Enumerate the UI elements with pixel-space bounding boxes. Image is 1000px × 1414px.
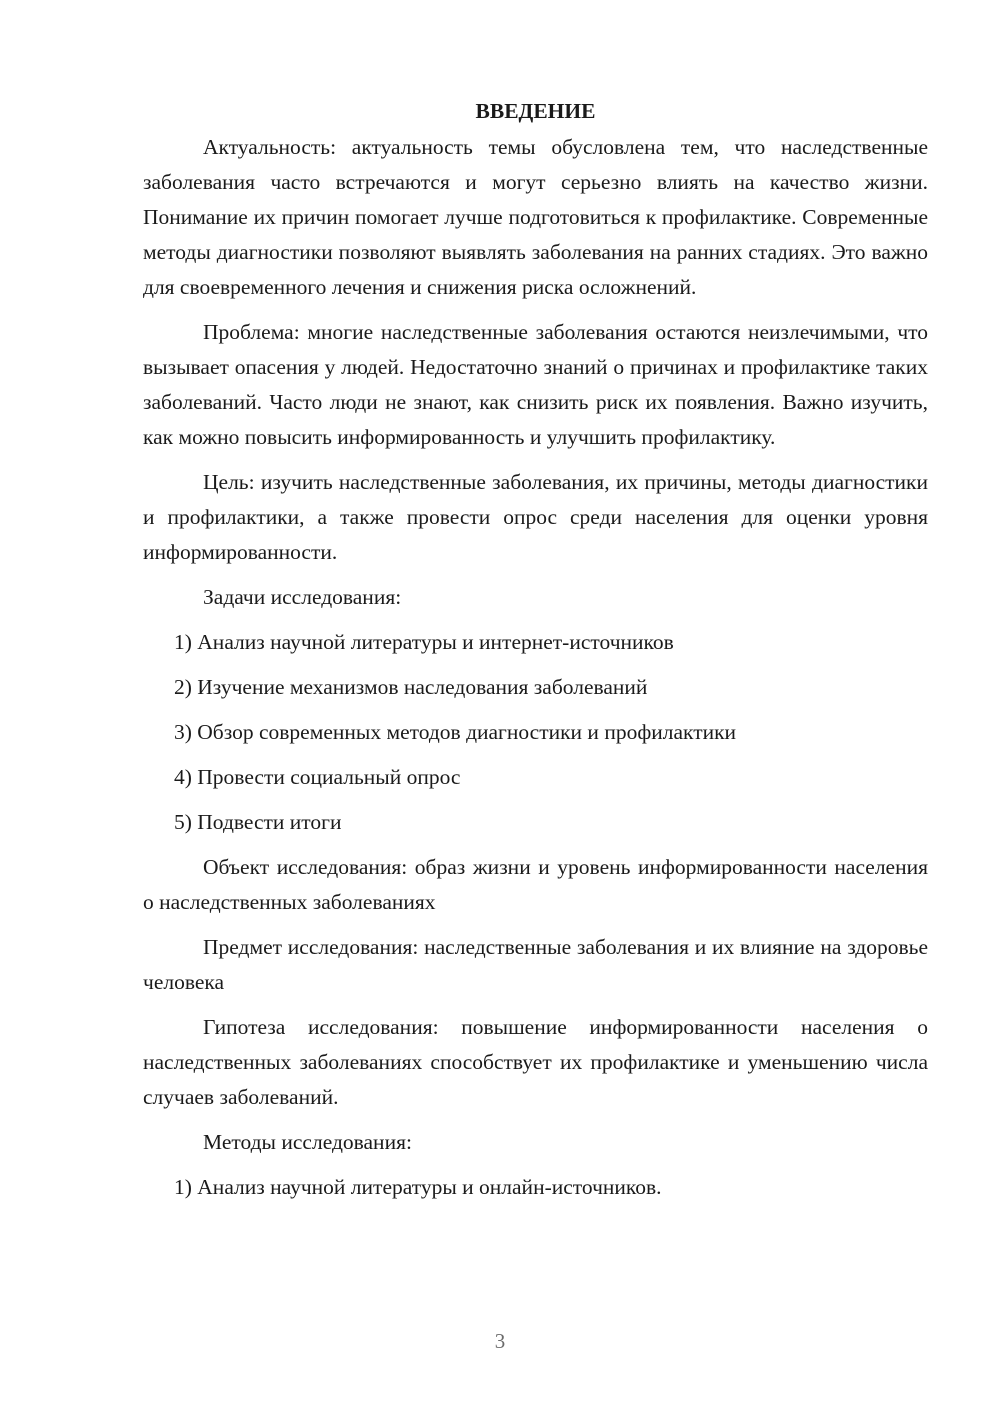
relevance-paragraph: Актуальность: актуальность темы обусловлена тем, что наследственные заболевания часто встречаются и могут серьезно влиять на качество жизни. Понимание их причин помогает лучше подготовиться к профилактике. Современные методы диагностики позволяют выявлять заболевания на ранних стадиях. Это важно для своевременного лечения и снижения риска осложнений. — [143, 135, 928, 299]
tasks-list — [143, 625, 928, 840]
list-item: 3) Обзор современных методов диагностики и профилактики — [174, 720, 737, 744]
goal-paragraph: Цель: изучить наследственные заболевания, их причины, методы диагностики и профилактики, а также провести опрос среди населения для оценки уровня информированности. — [143, 470, 928, 564]
subject-paragraph: Предмет исследования: наследственные заболевания и их влияние на здоровье человека — [143, 935, 928, 994]
list-item: 5) Подвести итоги — [174, 810, 342, 834]
list-item: 4) Провести социальный опрос — [174, 765, 461, 789]
list-item: 1) Анализ научной литературы и онлайн-источников. — [174, 1175, 662, 1199]
list-item: 1) Анализ научной литературы и интернет-источников — [174, 630, 674, 654]
document-page — [143, 94, 928, 1215]
hypothesis-paragraph: Гипотеза исследования: повышение информированности населения о наследственных заболеваниях способствует их профилактике и уменьшению числа случаев заболеваний. — [143, 1015, 928, 1109]
list-item: 2) Изучение механизмов наследования заболеваний — [174, 675, 648, 699]
methods-list — [143, 1170, 928, 1205]
methods-heading: Методы исследования: — [203, 1130, 412, 1154]
section-title: ВВЕДЕНИЕ — [475, 99, 596, 123]
problem-paragraph: Проблема: многие наследственные заболевания остаются неизлечимыми, что вызывает опасения у людей. Недостаточно знаний о причинах и профилактике таких заболеваний. Часто люди не знают, как снизить риск их появления. Важно изучить, как можно повысить информированность и улучшить профилактику. — [143, 320, 928, 449]
tasks-heading: Задачи исследования: — [203, 585, 402, 609]
page-number: 3 — [494, 1329, 506, 1353]
object-paragraph: Объект исследования: образ жизни и уровень информированности населения о наследственных заболеваниях — [143, 855, 928, 914]
